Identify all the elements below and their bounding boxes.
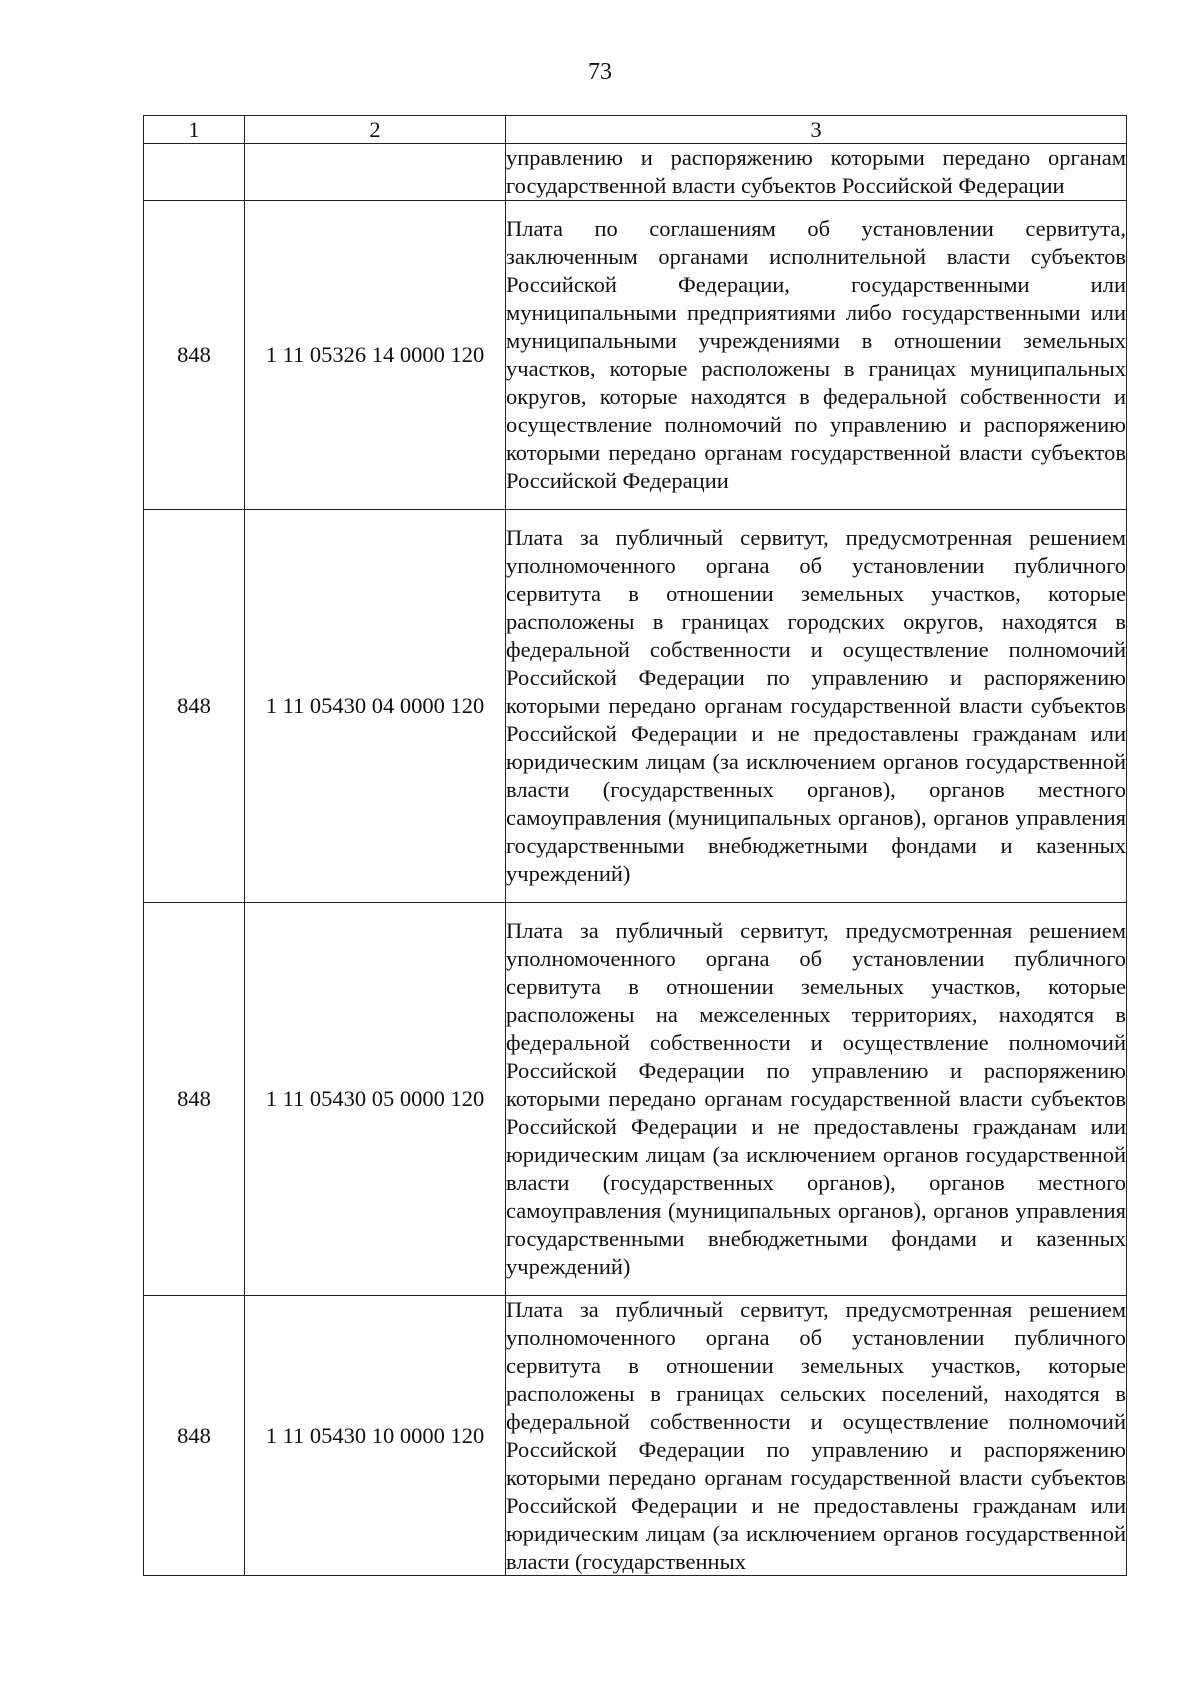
description-cell xyxy=(506,201,1127,510)
description-cell xyxy=(506,903,1127,1296)
description-cell xyxy=(506,510,1127,903)
description-text: Плата за публичный сервитут, предусмотренная решением уполномоченного органа об установлении публичного сервитута в отношении земельных участков, которые расположены на межселенных территориях, находятся в федеральной собственности и осуществление полномочий Российской Федерации по управлению и распоряжению которыми передано органам государственной власти субъектов Российской Федерации и не предоставлены гражданам или юридическим лицам (за исключением органов государственной власти (государственных органов), органов местного самоуправления (муниципальных органов), органов управления государственными внебюджетными фондами и казенных учреждений) xyxy=(506,918,1126,1279)
description-cell xyxy=(506,144,1127,201)
header-col-3: 3 xyxy=(506,116,1127,144)
budget-code-cell: 1 11 05326 14 0000 120 xyxy=(245,201,506,510)
description-cell xyxy=(506,1296,1127,1576)
description-text: Плата по соглашениям об установлении сервитута, заключенным органами исполнительной власти субъектов Российской Федерации, государственными или муниципальными предприятиями либо государственными или муниципальными учреждениями в отношении земельных участков, которые расположены в границах муниципальных округов, которые находятся в федеральной собственности и осуществление полномочий по управлению и распоряжению которыми передано органам государственной власти субъектов Российской Федерации xyxy=(506,216,1126,493)
budget-code-cell xyxy=(245,144,506,201)
admin-code-cell xyxy=(144,144,245,201)
table-row xyxy=(144,144,1127,201)
page-number: 73 xyxy=(588,59,612,85)
header-col-1: 1 xyxy=(144,116,245,144)
description-text: управлению и распоряжению которыми передано органам государственной власти субъектов Российской Федерации xyxy=(506,145,1126,198)
table-row xyxy=(144,1296,1127,1576)
budget-code-cell: 1 11 05430 10 0000 120 xyxy=(245,1296,506,1576)
admin-code-cell: 848 xyxy=(144,1296,245,1576)
budget-code-cell: 1 11 05430 05 0000 120 xyxy=(245,903,506,1296)
budget-code-table xyxy=(143,115,1127,1576)
table-row xyxy=(144,510,1127,903)
admin-code-cell: 848 xyxy=(144,510,245,903)
table-header-row xyxy=(144,116,1127,144)
header-col-2: 2 xyxy=(245,116,506,144)
description-text: Плата за публичный сервитут, предусмотренная решением уполномоченного органа об установлении публичного сервитута в отношении земельных участков, которые расположены в границах городских округов, находятся в федеральной собственности и осуществление полномочий Российской Федерации по управлению и распоряжению которыми передано органам государственной власти субъектов Российской Федерации и не предоставлены гражданам или юридическим лицам (за исключением органов государственной власти (государственных органов), органов местного самоуправления (муниципальных органов), органов управления государственными внебюджетными фондами и казенных учреждений) xyxy=(506,525,1126,886)
table-row xyxy=(144,903,1127,1296)
description-text: Плата за публичный сервитут, предусмотренная решением уполномоченного органа об установлении публичного сервитута в отношении земельных участков, которые расположены в границах сельских поселений, находятся в федеральной собственности и осуществление полномочий Российской Федерации по управлению и распоряжению которыми передано органам государственной власти субъектов Российской Федерации и не предоставлены гражданам или юридическим лицам (за исключением органов государственной власти (государственных xyxy=(506,1297,1126,1574)
table-row xyxy=(144,201,1127,510)
admin-code-cell: 848 xyxy=(144,903,245,1296)
budget-code-cell: 1 11 05430 04 0000 120 xyxy=(245,510,506,903)
admin-code-cell: 848 xyxy=(144,201,245,510)
